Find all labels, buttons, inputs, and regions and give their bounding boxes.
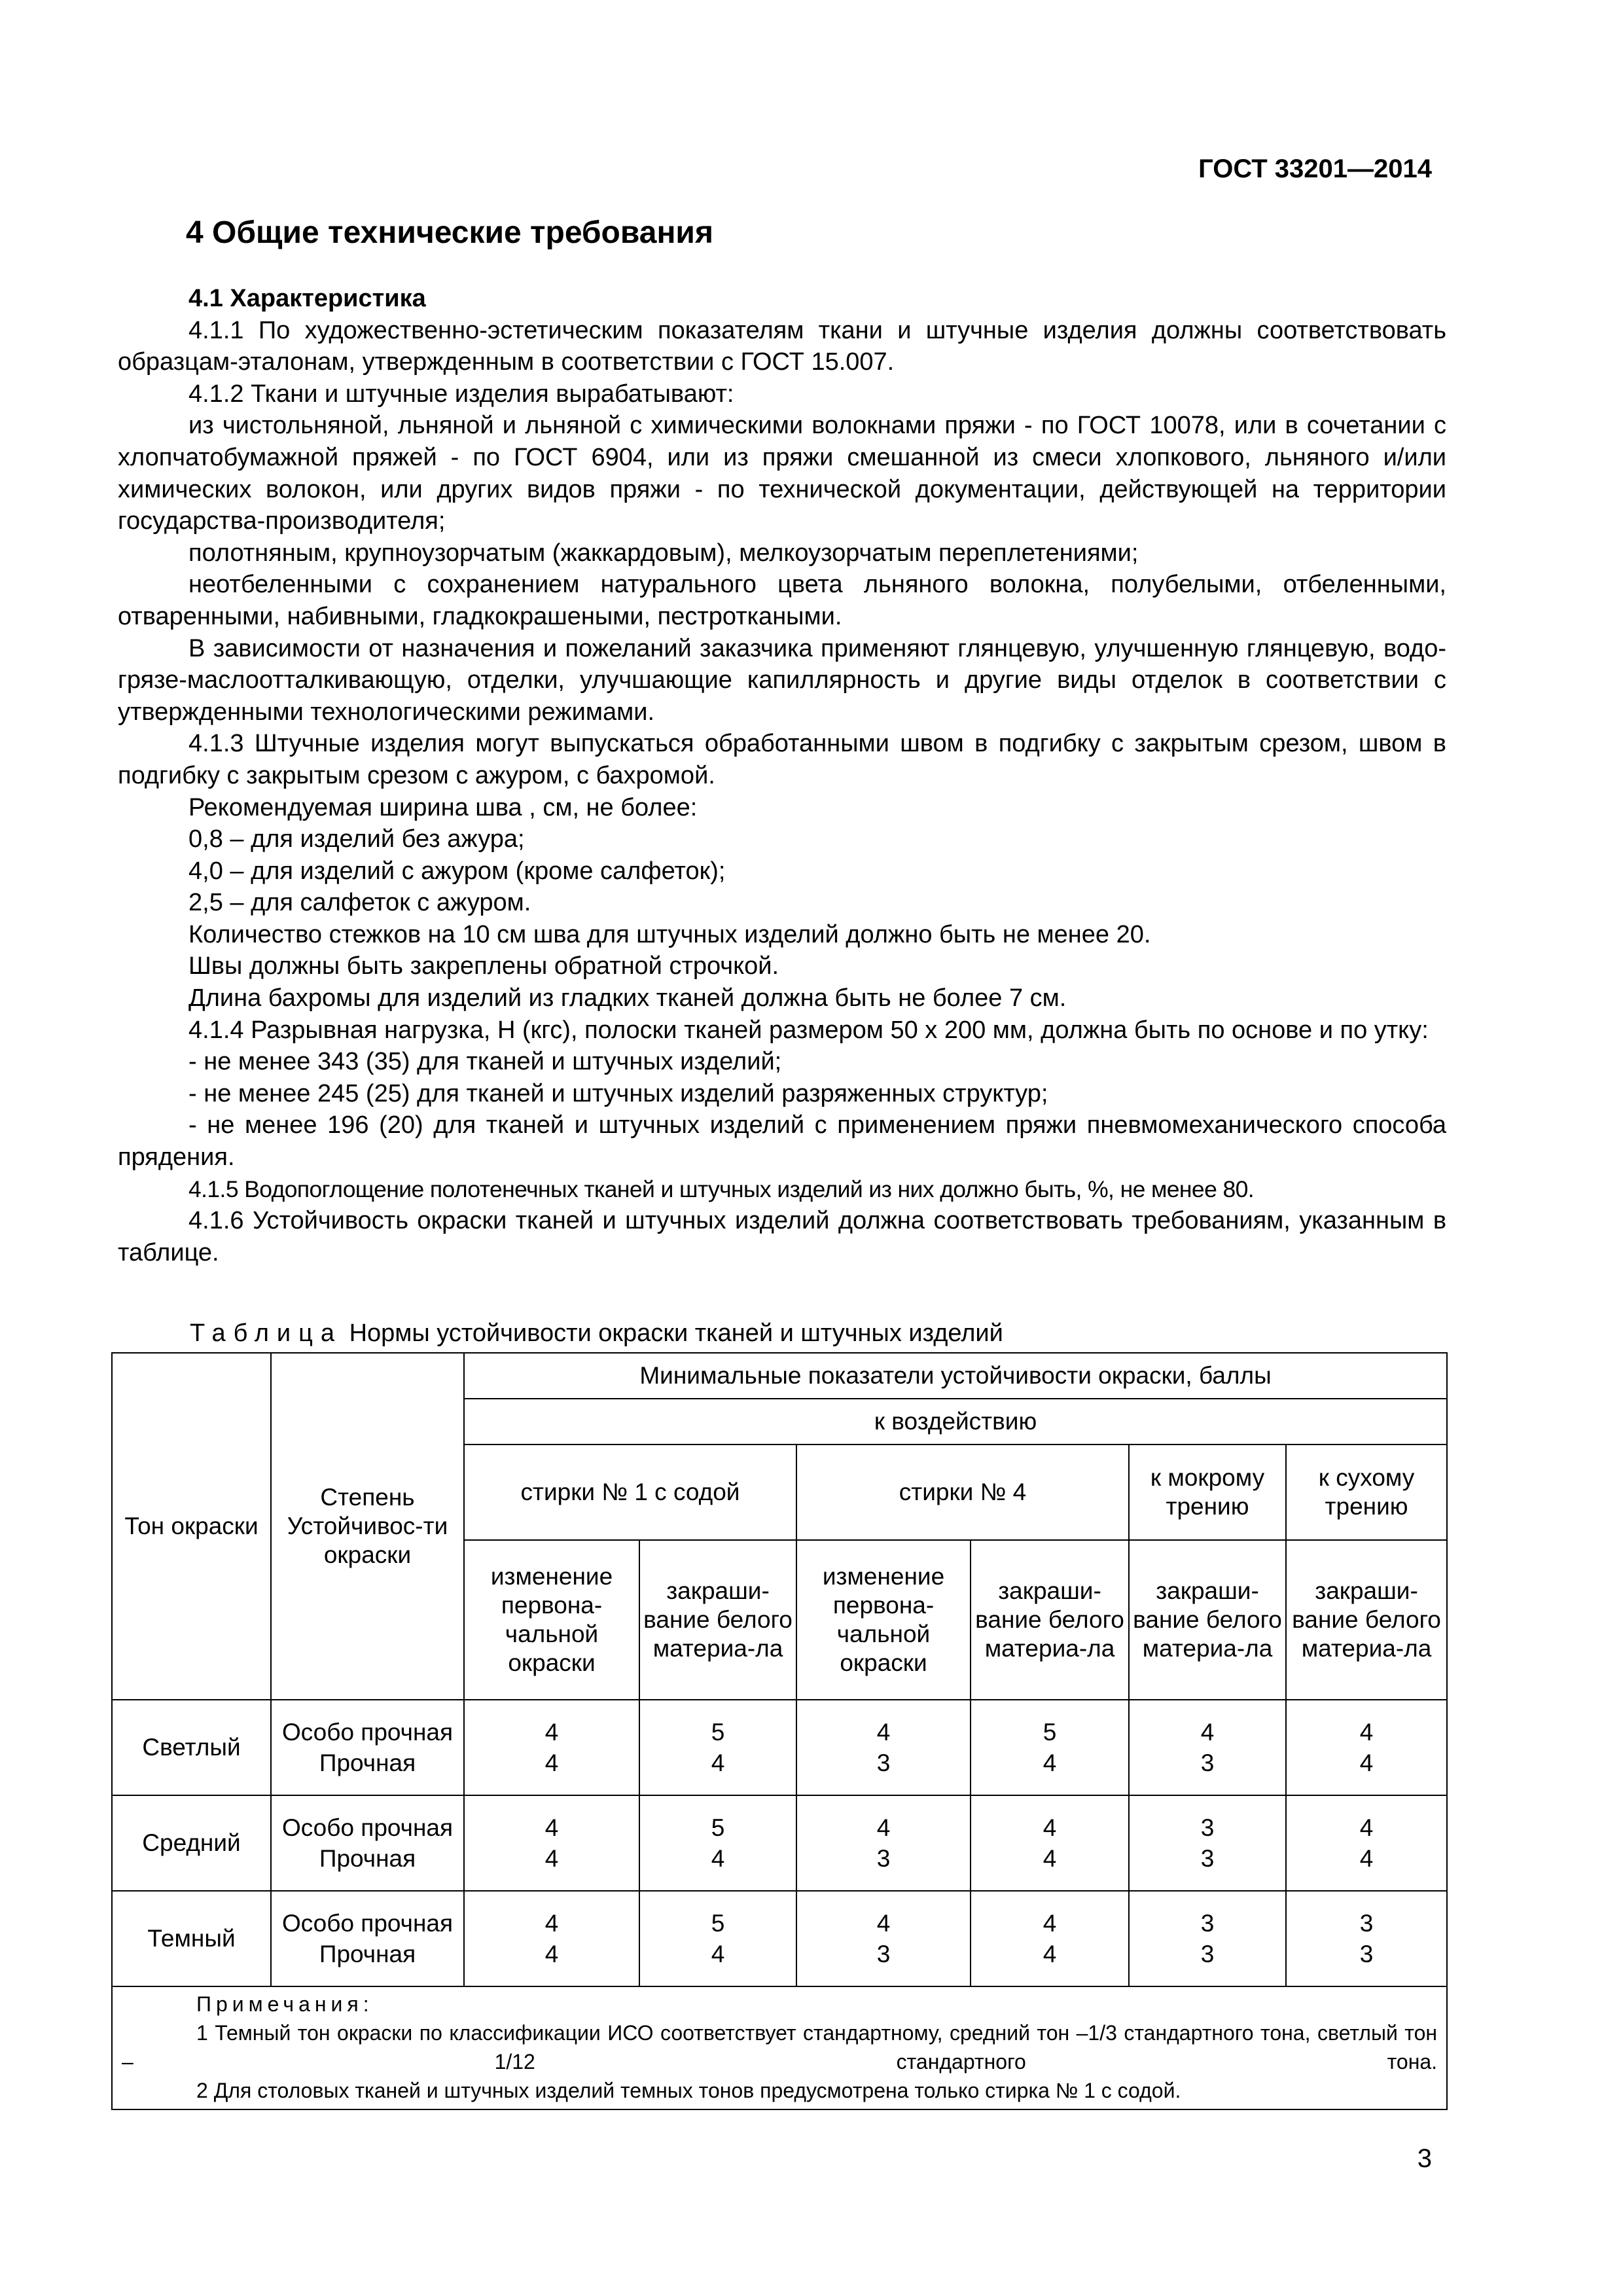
table-row bbox=[112, 1700, 1447, 1795]
note-1: 1 Темный тон окраски по классификации ИСО соответствует стандартному, средний тон –1/3 стандартного тона, светлый тон – 1/12 стандартного тона. bbox=[122, 2021, 1438, 2073]
paragraph-finishing: В зависимости от назначения и пожеланий заказчика применяют глянцевую, улучшенную глянцевую, водо-грязе-маслоотталкивающую, отделки, улучшающие капиллярность и другие виды отделок в соответствии с утвержденными технологическими режимами. bbox=[118, 634, 1446, 726]
list-item-seam-1: 0,8 – для изделий без ажура; bbox=[188, 825, 525, 853]
value-cell: 4 3 bbox=[796, 1891, 971, 1986]
value-cell: 4 4 bbox=[464, 1700, 639, 1795]
value-cell: 5 4 bbox=[971, 1700, 1129, 1795]
value-cell: 4 4 bbox=[464, 1795, 639, 1891]
header-stain-wet: закраши-вание белого материа-ла bbox=[1129, 1540, 1286, 1700]
header-impact: к воздействию bbox=[464, 1399, 1447, 1444]
header-degree: Степень Устойчивос-ти окраски bbox=[271, 1353, 464, 1700]
list-item-load-3: - не менее 196 (20) для тканей и штучных изделий с применением пряжи пневмомеханического способа прядения. bbox=[118, 1111, 1446, 1172]
table-row bbox=[112, 1891, 1447, 1986]
body-text bbox=[118, 283, 1446, 1268]
value-cell: 4 3 bbox=[796, 1700, 971, 1795]
header-stain-dry: закраши-вание белого материа-ла bbox=[1286, 1540, 1447, 1700]
list-item-seam-2: 4,0 – для изделий с ажуром (кроме салфеток); bbox=[188, 857, 726, 885]
tone-cell: Светлый bbox=[112, 1700, 271, 1795]
value-cell: 5 4 bbox=[639, 1891, 796, 1986]
note-2: 2 Для столовых тканей и штучных изделий темных тонов предусмотрена только стирка № 1 с содой. bbox=[196, 2079, 1181, 2102]
paragraph-seams-fixed: Швы должны быть закреплены обратной строчкой. bbox=[188, 952, 779, 980]
list-item-seam-3: 2,5 – для салфеток с ажуром. bbox=[188, 889, 531, 917]
header-stain-wash-1: закраши-вание белого материа-ла bbox=[639, 1540, 796, 1700]
degree-cell: Особо прочная Прочная bbox=[271, 1700, 464, 1795]
paragraph-4-1-1: 4.1.1 По художественно-эстетическим показателям ткани и штучные изделия должны соответствовать образцам-эталонам, утвержденным в соответствии с ГОСТ 15.007. bbox=[118, 316, 1446, 376]
paragraph-4-1-6: 4.1.6 Устойчивость окраски тканей и штучных изделий должна соответствовать требованиям, указанным в таблице. bbox=[118, 1207, 1446, 1266]
header-change-wash-1: изменение первона-чальной окраски bbox=[464, 1540, 639, 1700]
value-cell: 4 3 bbox=[796, 1795, 971, 1891]
table-row bbox=[112, 1795, 1447, 1891]
value-cell: 3 3 bbox=[1129, 1795, 1286, 1891]
paragraph-4-1-5: 4.1.5 Водопоглощение полотенечных тканей и штучных изделий из них должно быть, %, не менее 80. bbox=[188, 1175, 1255, 1202]
header-dry-rubbing: к сухому трению bbox=[1286, 1444, 1447, 1540]
tone-cell: Средний bbox=[112, 1795, 271, 1891]
header-wash-1: стирки № 1 с содой bbox=[464, 1444, 796, 1540]
value-cell: 4 4 bbox=[1286, 1795, 1447, 1891]
degree-cell: Особо прочная Прочная bbox=[271, 1795, 464, 1891]
paragraph-fringe: Длина бахромы для изделий из гладких тканей должна быть не более 7 см. bbox=[188, 984, 1067, 1013]
document-code: ГОСТ 33201—2014 bbox=[1198, 154, 1432, 183]
value-cell: 5 4 bbox=[639, 1700, 796, 1795]
tone-cell: Темный bbox=[112, 1891, 271, 1986]
value-cell: 4 4 bbox=[464, 1891, 639, 1986]
paragraph-weave: полотняным, крупноузорчатым (жаккардовым), мелкоузорчатым переплетениями; bbox=[188, 539, 1139, 567]
header-stain-wash-4: закраши-вание белого материа-ла bbox=[971, 1540, 1129, 1700]
value-cell: 3 3 bbox=[1129, 1891, 1286, 1986]
degree-cell: Особо прочная Прочная bbox=[271, 1891, 464, 1986]
header-min-indicators: Минимальные показатели устойчивости окраски, баллы bbox=[464, 1353, 1447, 1399]
header-wash-4: стирки № 4 bbox=[796, 1444, 1129, 1540]
section-title: 4 Общие технические требования bbox=[186, 215, 713, 250]
header-tone: Тон окраски bbox=[112, 1353, 271, 1700]
subsection-heading: 4.1 Характеристика bbox=[188, 285, 426, 312]
value-cell: 4 4 bbox=[1286, 1700, 1447, 1795]
notes-title: Примечания: bbox=[196, 1992, 374, 2016]
table-caption-text: Нормы устойчивости окраски тканей и штучных изделий bbox=[349, 1319, 1003, 1347]
list-item-load-1: - не менее 343 (35) для тканей и штучных изделий; bbox=[188, 1048, 782, 1076]
table-notes bbox=[112, 1986, 1447, 2109]
value-cell: 5 4 bbox=[639, 1795, 796, 1891]
table-caption-word: Таблица bbox=[190, 1319, 342, 1347]
table-caption bbox=[190, 1319, 1003, 1348]
paragraph-finish-color: неотбеленными с сохранением натурального цвета льняного волокна, полубелыми, отбеленными, отваренными, набивными, гладкокрашеными, пестроткаными. bbox=[118, 571, 1446, 630]
paragraph-4-1-3: 4.1.3 Штучные изделия могут выпускаться обработанными швом в подгибку с закрытым срезом, швом в подгибку с закрытым срезом с ажуром, с бахромой. bbox=[118, 730, 1446, 789]
paragraph-4-1-4: 4.1.4 Разрывная нагрузка, Н (кгс), полоски тканей размером 50 х 200 мм, должна быть по основе и по утку: bbox=[188, 1016, 1429, 1044]
paragraph-stitches: Количество стежков на 10 см шва для штучных изделий должно быть не менее 20. bbox=[188, 920, 1151, 948]
list-item-load-2: - не менее 245 (25) для тканей и штучных изделий разряженных структур; bbox=[188, 1079, 1048, 1107]
header-change-wash-4: изменение первона-чальной окраски bbox=[796, 1540, 971, 1700]
value-cell: 3 3 bbox=[1286, 1891, 1447, 1986]
paragraph-seam-width: Рекомендуемая ширина шва , см, не более: bbox=[188, 793, 698, 821]
paragraph-4-1-2: 4.1.2 Ткани и штучные изделия вырабатывают: bbox=[188, 380, 734, 408]
value-cell: 4 3 bbox=[1129, 1700, 1286, 1795]
colorfastness-table bbox=[111, 1352, 1448, 2110]
page-number: 3 bbox=[1417, 2144, 1432, 2173]
paragraph-yarn: из чистольняной, льняной и льняной с химическими волокнами пряжи - по ГОСТ 10078, или в сочетании с хлопчатобумажной пряжей - по ГОСТ 6904, или из пряжи смешанной из смеси хлопкового, льняного и/или химических волокон, или других видов пряжи - по технической документации, действующей на территории государства-производителя; bbox=[118, 412, 1446, 535]
value-cell: 4 4 bbox=[971, 1795, 1129, 1891]
header-wet-rubbing: к мокрому трению bbox=[1129, 1444, 1286, 1540]
value-cell: 4 4 bbox=[971, 1891, 1129, 1986]
